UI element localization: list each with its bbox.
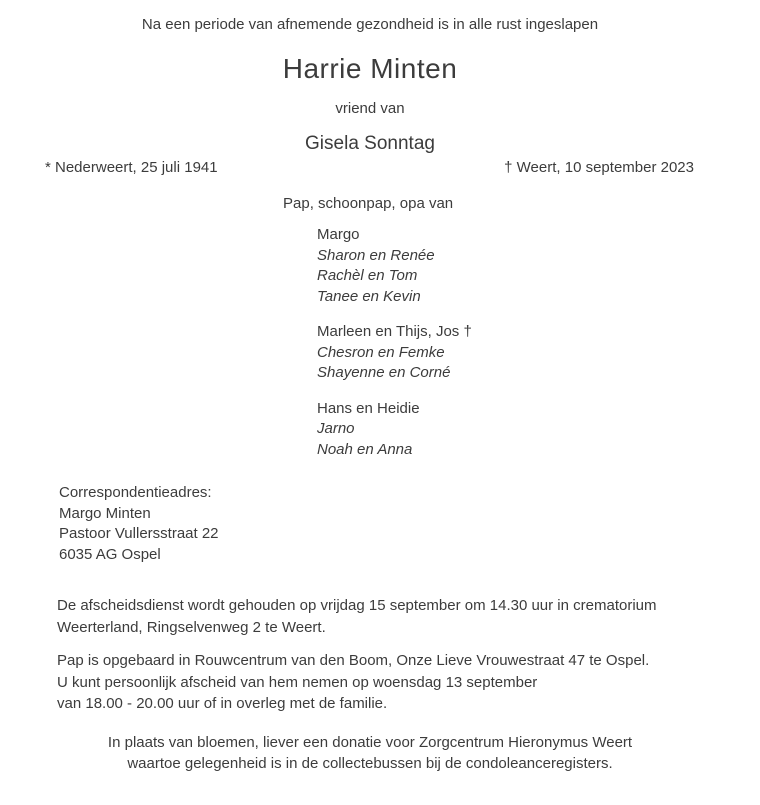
donation-line: waartoe gelegenheid is in de collectebussen bij de condoleanceregisters. bbox=[127, 755, 613, 772]
family-member-line: Shayenne en Corné bbox=[317, 364, 451, 381]
birth-place-date: * Nederweert, 25 juli 1941 bbox=[45, 159, 218, 176]
family-member-line: Chesron en Femke bbox=[317, 343, 445, 361]
visitation-info-line: Pap is opgebaard in Rouwcentrum van den Boom, Onze Lieve Vrouwestraat 47 te Ospel. bbox=[57, 652, 650, 669]
family-intro-line: Pap, schoonpap, opa van bbox=[283, 195, 454, 212]
correspondence-city: 6035 AG Ospel bbox=[59, 545, 161, 563]
family-member-line: Rachèl en Tom bbox=[317, 267, 418, 284]
service-info-line: Weerterland, Ringselvenweg 2 te Weert. bbox=[57, 618, 326, 636]
deceased-name: Harrie Minten bbox=[282, 53, 458, 84]
funeral-announcement-card bbox=[0, 14, 760, 805]
visitation-info-line: van 18.00 - 20.00 uur of in overleg met de familie. bbox=[57, 695, 388, 712]
donation-line: In plaats van bloemen, liever een donatie voor Zorgcentrum Hieronymus Weert bbox=[107, 733, 633, 751]
correspondence-street: Pastoor Vullersstraat 22 bbox=[59, 525, 219, 542]
family-member-line: Marleen en Thijs, Jos † bbox=[317, 323, 472, 340]
relation-line: vriend van bbox=[335, 100, 405, 117]
visitation-info-line: U kunt persoonlijk afscheid van hem nemen op woensdag 13 september bbox=[57, 673, 538, 691]
death-place-date: † Weert, 10 september 2023 bbox=[504, 159, 694, 176]
intro-line: Na een periode van afnemende gezondheid is in alle rust ingeslapen bbox=[141, 16, 599, 33]
dates-row bbox=[45, 157, 694, 178]
family-member-line: Hans en Heidie bbox=[317, 399, 420, 417]
correspondence-name: Margo Minten bbox=[59, 504, 151, 522]
service-info-line: De afscheidsdienst wordt gehouden op vrijdag 15 september om 14.30 uur in crematorium bbox=[57, 597, 657, 614]
family-member-line: Sharon en Renée bbox=[317, 246, 435, 264]
partner-name: Gisela Sonntag bbox=[305, 133, 435, 154]
family-member-line: Margo bbox=[317, 226, 360, 243]
correspondence-label: Correspondentieadres: bbox=[59, 484, 212, 501]
family-member-line: Jarno bbox=[317, 420, 355, 437]
family-group-marleen bbox=[46, 322, 694, 384]
visitation-info-paragraph bbox=[46, 650, 694, 715]
family-group-margo bbox=[46, 225, 694, 307]
family-group-hans bbox=[46, 399, 694, 461]
announcement-content bbox=[0, 14, 760, 775]
service-info-paragraph bbox=[46, 595, 694, 638]
correspondence-block bbox=[46, 483, 694, 565]
family-member-line: Tanee en Kevin bbox=[317, 287, 421, 305]
donation-note bbox=[46, 732, 694, 775]
family-member-line: Noah en Anna bbox=[317, 440, 413, 458]
